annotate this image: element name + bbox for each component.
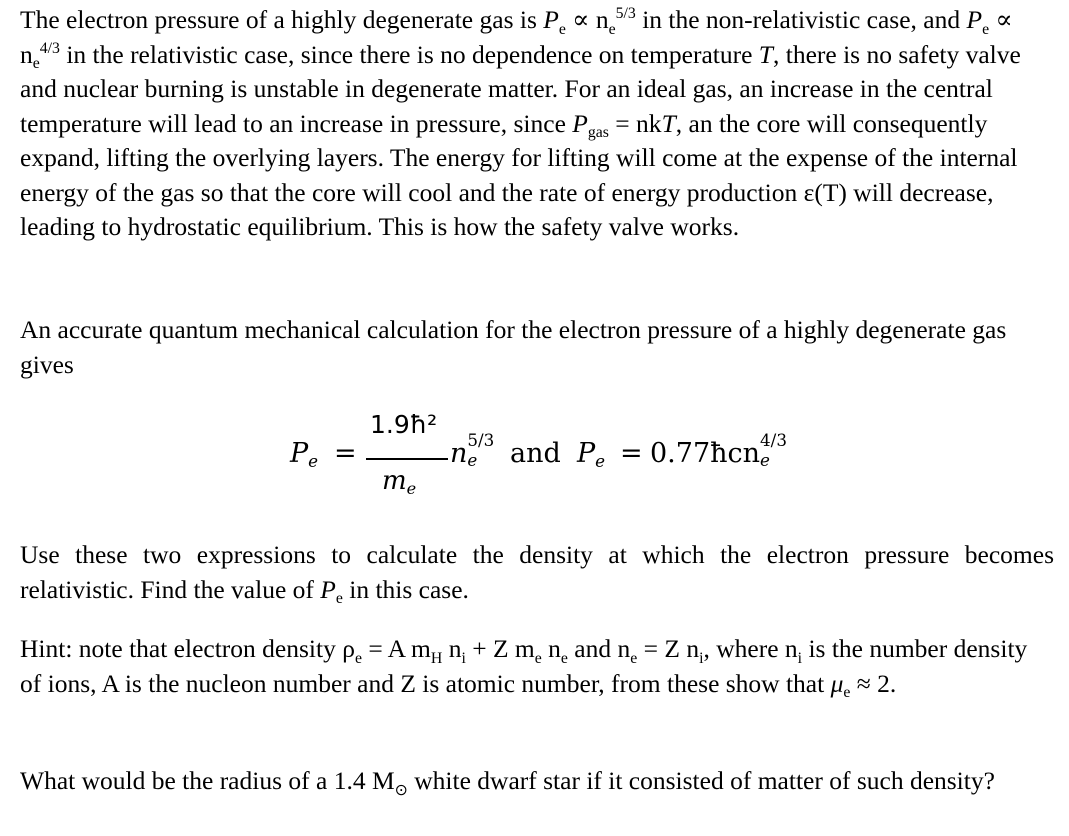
paragraph-degenerate-pressure: The electron pressure of a highly degenerate gas is $P_e \propto n_e^{5/3}$ in the non-relativistic case, and $P_e \propto n_e^{4/3}$ in the relativistic case, since there is no dependence on temperature T, there is no safety valve and nuclear burning is unstable in degenerate matter. For an ideal gas, an increase in the central temperature will lead to an increase in pressure, since $P_{gas}$ = nkT, an the core will consequently expand, lifting the overlying layers. The energy for lifting will come at the expense of the internal energy of the gas so that the core will cool and the rate of energy production ε(T) will decrease, leading to hydrostatic equilibrium. This is how the safety valve works.	[20, 5, 1021, 241]
equation-rhs: 0.77ħcn 4/3 e	[650, 430, 787, 470]
equation-equals: =	[334, 438, 357, 469]
equation-rhs-lhs: Pe	[577, 438, 606, 472]
paragraph-task: Use these two expressions to calculate the density at which the electron pressure becomes relativistic. Find the value of $P_e$ in this case.	[20, 540, 1054, 608]
equation-equals-2: =	[620, 438, 643, 469]
paragraph-hint: Hint: note that electron density $\rho_e = A$ $m_H$ $n_i + Z$ $m_e$ $n_e$ and $n_e = Z$ $n_i$, where $n_i$ is the number density of ions, A is the nucleon number and Z is atomic number, from these show that $\mu_e \approx 2$.	[20, 634, 1028, 702]
paragraph-quantum-calculation: An accurate quantum mechanical calculation for the electron pressure of a highly degenerate gas gives	[20, 315, 1007, 379]
equation-lhs: Pe	[290, 438, 319, 472]
equation-and: and	[510, 438, 561, 469]
sun-symbol-icon: ⊙	[394, 779, 408, 799]
equation-ne-power: n 5/3 e	[450, 430, 495, 470]
fraction-bar	[366, 458, 448, 460]
equation-numerator: 1.9ħ²	[370, 410, 438, 439]
paragraph-white-dwarf-question: What would be the radius of a 1.4 $M_⊙$ white dwarf star if it consisted of matter of such density?	[20, 766, 995, 799]
equation-denominator: me	[382, 466, 417, 498]
